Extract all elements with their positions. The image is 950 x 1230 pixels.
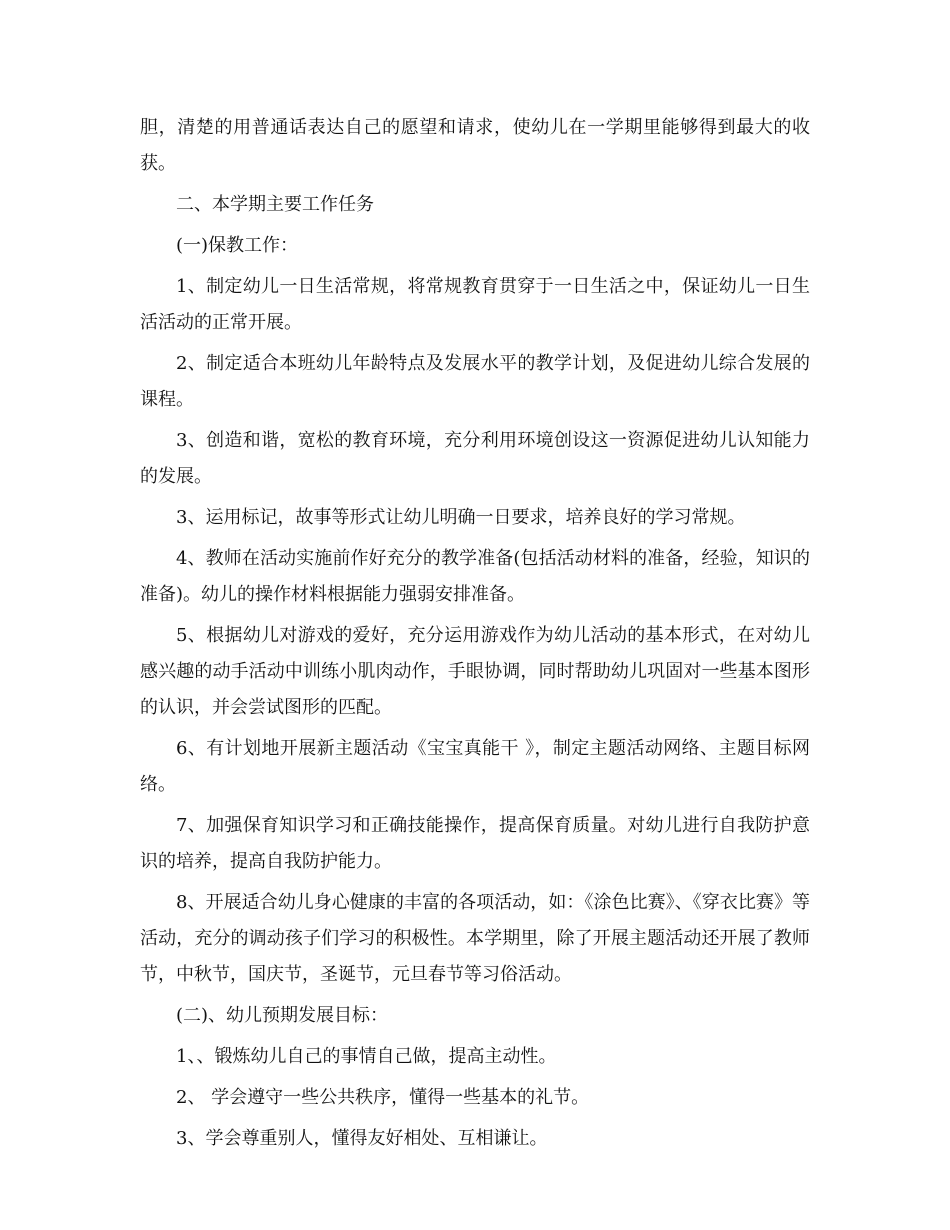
subsection-heading-development-goals: (二)、幼儿预期发展目标： xyxy=(176,1005,389,1026)
list-item-5: 5、根据幼儿对游戏的爱好，充分运用游戏作为幼儿活动的基本形式，在对幼儿感兴趣的动手活动中训练小肌肉动作，手眼协调，同时帮助幼儿巩固对一些基本图形的认识，并会尝试图形的匹配。 xyxy=(140,625,810,718)
list-item-3b: 3、运用标记，故事等形式让幼儿明确一日要求，培养良好的学习常规。 xyxy=(176,507,746,528)
subsection-heading-care-education: (一)保教工作： xyxy=(176,235,299,256)
list-item-3a: 3、创造和谐，宽松的教育环境，充分利用环境创设这一资源促进幼儿认知能力的发展。 xyxy=(140,430,810,487)
goal-item-1: 1、、锻炼幼儿自己的事情自己做，提高主动性。 xyxy=(176,1046,557,1067)
paragraph-continuation: 胆，清楚的用普通话表达自己的愿望和请求，使幼儿在一学期里能够得到最大的收获。 xyxy=(140,117,810,174)
list-item-1: 1、制定幼儿一日生活常规，将常规教育贯穿于一日生活之中，保证幼儿一日生活活动的正常开展。 xyxy=(140,276,810,333)
list-item-4: 4、教师在活动实施前作好充分的教学准备(包括活动材料的准备，经验，知识的准备)。幼儿的操作材料根据能力强弱安排准备。 xyxy=(140,548,810,605)
document-body xyxy=(140,110,810,1162)
goal-item-3: 3、学会尊重别人，懂得友好相处、互相谦让。 xyxy=(176,1128,548,1149)
list-item-7: 7、加强保育知识学习和正确技能操作，提高保育质量。对幼儿进行自我防护意识的培养，提高自我防护能力。 xyxy=(140,815,810,872)
goal-item-2: 2、 学会遵守一些公共秩序，懂得一些基本的礼节。 xyxy=(176,1087,590,1108)
list-item-8: 8、开展适合幼儿身心健康的丰富的各项活动，如：《涂色比赛》、《穿衣比赛》等活动，充分的调动孩子们学习的积极性。本学期里，除了开展主题活动还开展了教师节，中秋节，国庆节，圣诞节，元旦春节等习俗活动。 xyxy=(140,892,810,985)
list-item-6: 6、有计划地开展新主题活动《宝宝真能干 》，制定主题活动网络、主题目标网络。 xyxy=(140,738,810,795)
list-item-2: 2、制定适合本班幼儿年龄特点及发展水平的教学计划，及促进幼儿综合发展的课程。 xyxy=(140,353,810,410)
section-heading-main-tasks: 二、本学期主要工作任务 xyxy=(176,194,374,215)
